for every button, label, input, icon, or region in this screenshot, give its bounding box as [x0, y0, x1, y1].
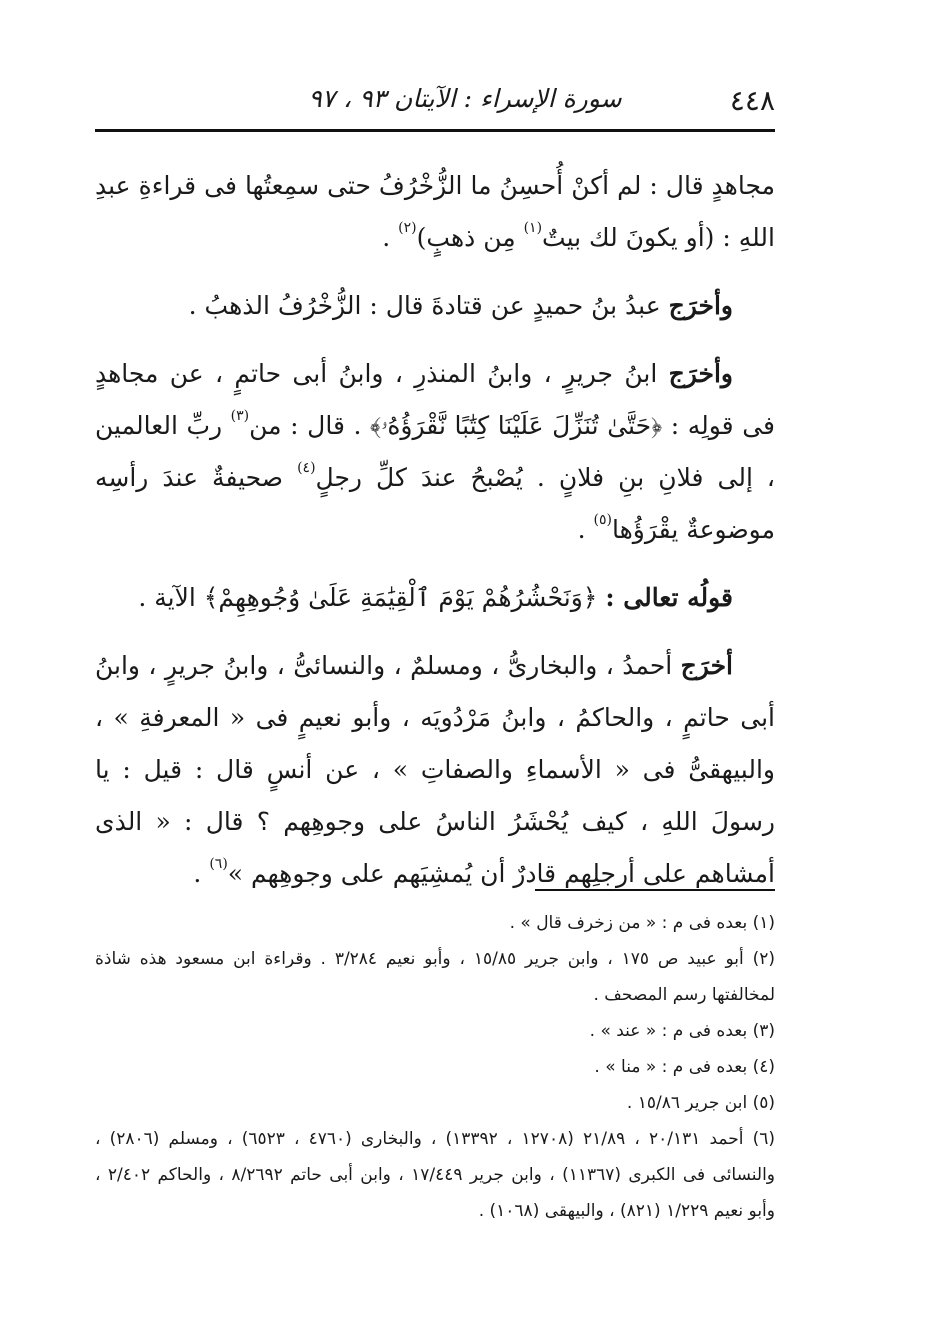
paragraph-text: ﴿وَنَحْشُرُهُمْ يَوْمَ ٱلْقِيَٰمَةِ عَلَىٰ وُجُوهِهِمْ﴾ الآية . — [138, 583, 606, 612]
footnote-ref: (٥) — [593, 512, 612, 528]
footnote-ref: (٢) — [398, 220, 417, 236]
footnote-ref: (٤) — [297, 460, 316, 476]
main-text — [95, 160, 775, 916]
verse-heading — [95, 572, 775, 624]
paragraph-lead: وأخرَج — [668, 291, 733, 320]
footnote-3: (٣) بعده فى م : « عند » . — [589, 1021, 775, 1041]
footnote-ref: (٦) — [209, 856, 228, 872]
footnote-6: (٦) أحمد ٢٠/١٣١ ، ٢١/٨٩ (١٢٧٠٨ ، ١٣٣٩٢) ، والبخارى (٤٧٦٠ ، ٦٥٢٣) ، ومسلم (٢٨٠٦) ، والنسائى فى الكبرى (١١٣٦٧) ، وابن جرير ١٧/٤٤٩ ، وابن أبى حاتم ٨/٢٦٩٢ ، والحاكم ٢/٤٠٢ ، وأبو نعيم ١/٢٢٩ (٨٢١) ، والبيهقى (١٠٦٨) . — [95, 1129, 776, 1221]
page-header — [95, 82, 775, 122]
running-title: سورة الإسراء : الآيتان ٩٣ ، ٩٧ — [308, 84, 622, 113]
paragraph-1 — [95, 160, 775, 264]
paragraph-5 — [95, 640, 775, 900]
header-rule — [95, 129, 775, 132]
paragraph-text: . — [382, 223, 399, 252]
paragraph-lead: وأخرَج — [668, 359, 733, 388]
paragraph-text: صحيفةٌ عندَ رأسِه موضوعةٌ يقْرَؤُها — [95, 463, 775, 544]
paragraph-lead: أخرَج — [680, 651, 733, 680]
paragraph-3 — [95, 348, 775, 556]
paragraph-text: ابنُ جريرٍ ، وابنُ المنذرِ ، وابنُ أبى حاتمٍ ، عن مجاهدٍ فى قولِه : ﴿حَتَّىٰ تُنَزِّلَ عَلَيْنَا كِتَٰبًا نَّقْرَؤُهُۥ﴾ . قال : من — [95, 359, 775, 440]
paragraph-text: مجاهدٍ قال : لم أكنْ أُحسِنُ ما الزُّخْرُفُ حتى سمِعتُها فى قراءةِ عبدِ اللهِ : (أو يكونَ لك بيتٌ — [95, 171, 775, 252]
footnote-ref: (١) — [523, 220, 543, 236]
footnote-4: (٤) بعده فى م : « منا » . — [594, 1057, 775, 1077]
paragraph-2 — [95, 280, 775, 332]
paragraph-text: مِن ذهبٍ) — [416, 223, 524, 252]
paragraph-text: . — [577, 515, 594, 544]
footnote-5: (٥) ابن جرير ١٥/٨٦ . — [626, 1093, 775, 1113]
paragraph-lead: قولُه تعالى : — [605, 583, 733, 612]
paragraph-text: أحمدُ ، والبخارىُّ ، ومسلمٌ ، والنسائىُّ ، وابنُ جريرٍ ، وابنُ أبى حاتمٍ ، والحاكمُ ، وابنُ مَرْدُويَه ، وأبو نعيمٍ فى « المعرفةِ » ، والبيهقىُّ فى « الأسماءِ والصفاتِ » ، عن أنسٍ قال : قيل : يا رسولَ اللهِ ، كيف يُحْشَرُ الناسُ على وجوهِهم ؟ قال : « الذى أمشاهم على أرجلِهم قادرٌ أن يُمشِيَهم على وجوهِهم » — [95, 651, 775, 888]
paragraph-text: . — [193, 859, 210, 888]
paragraph-text: ربِّ العالمين ، إلى فلانِ بنِ فلانٍ . يُصْبحُ عندَ كلِّ رجلٍ — [95, 411, 775, 492]
footnotes — [95, 905, 775, 1229]
paragraph-text: عبدُ بنُ حميدٍ عن قتادةَ قال : الزُّخْرُفُ الذهبُ . — [188, 291, 669, 320]
footnote-2: (٢) أبو عبيد ص ١٧٥ ، وابن جرير ١٥/٨٥ ، وأبو نعيم ٣/٢٨٤ . وقراءة ابن مسعود هذه شاذة لمخالفتها رسم المصحف . — [95, 949, 775, 1005]
footnote-1: (١) بعده فى م : « من زخرف قال » . — [509, 913, 775, 933]
footnote-ref: (٣) — [230, 408, 250, 424]
page-number: ٤٤٨ — [729, 84, 775, 117]
footnote-separator — [535, 889, 775, 891]
